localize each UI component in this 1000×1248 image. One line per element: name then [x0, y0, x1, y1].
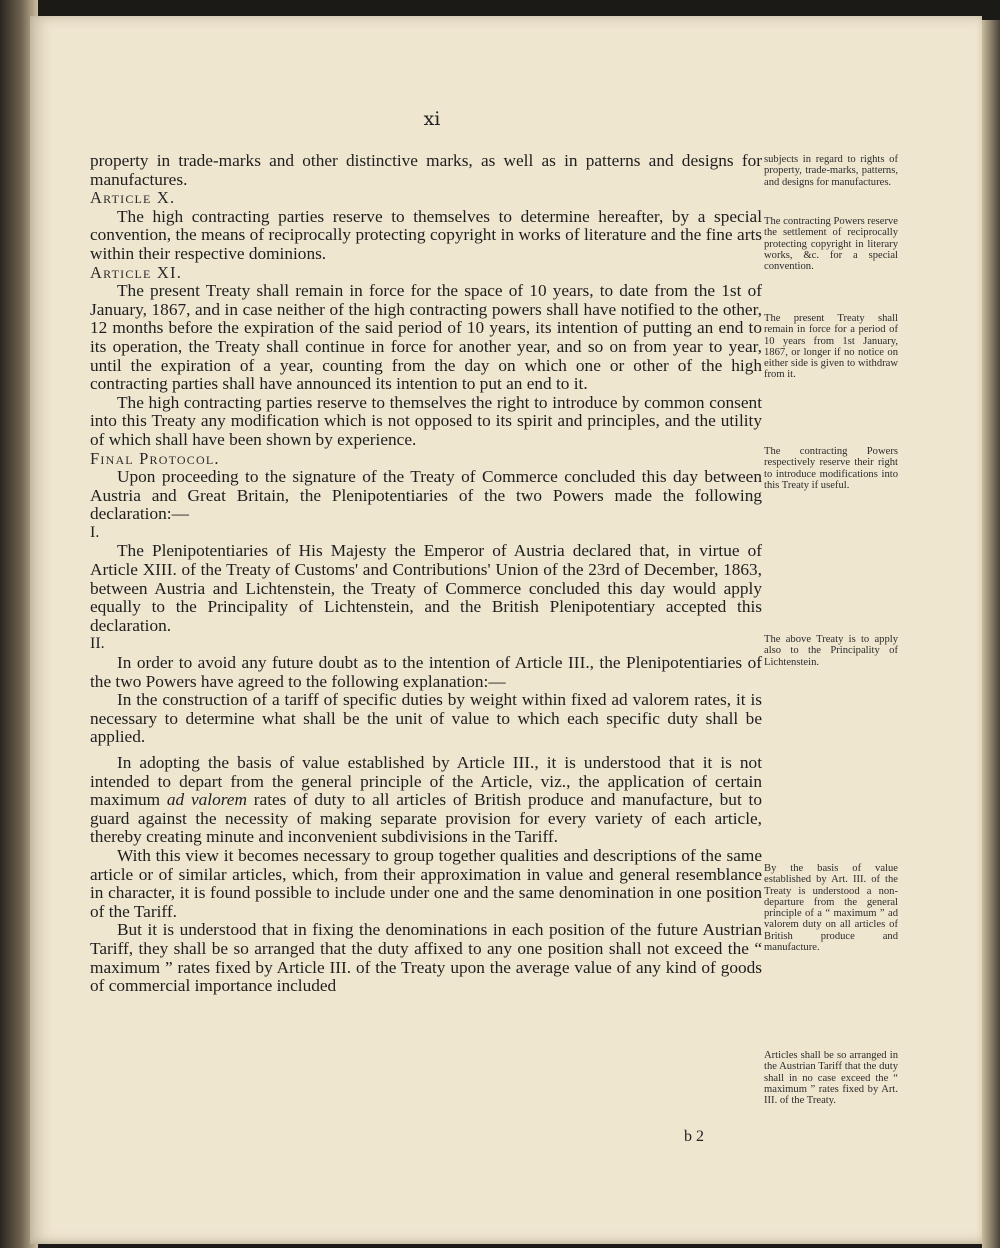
signature-mark: b 2	[684, 1128, 704, 1145]
article-xi-paragraph-1: The present Treaty shall remain in force for the space of 10 years, to date from the 1st of January, 1867, and in case neither of the high contracting powers shall have notified to the other, 12 months before the expiration of the said period of 10 years, its intention of putting an end to its operation, the Treaty shall continue in force for another year, and so on from year to year, until the expiration of a year, counting from the day on which one or other of the high contracting parties shall have announced its intention to put an end to it.	[90, 281, 762, 394]
margin-note: The above Treaty is to apply also to the Principality of Lichtenstein.	[764, 634, 898, 668]
page-number: xi	[423, 108, 441, 130]
article-xi-paragraph-2: The high contracting parties reserve to themselves the right to introduce by common consent into this Treaty any modification which is not opposed to its spirit and principles, and the utility of which shall have been shown by experience.	[90, 392, 762, 449]
article-xi-heading: Article XI.	[90, 262, 183, 282]
ad-valorem-italic: ad valorem	[166, 790, 247, 810]
declaration-ii-paragraph-1: In order to avoid any future doubt as to the intention of Article III., the Plenipotentiaries of the two Powers have agreed to the following explanation:—	[90, 653, 762, 691]
margin-note: The contracting Powers reserve the settlement of reciprocally protecting copyright in literary works, &c. for a special convention.	[764, 216, 898, 273]
declaration-ii-paragraph-5: But it is understood that in fixing the denominations in each position of the future Austrian Tariff, they shall be so arranged that the duty affixed to any one position shall not exceed the “ maximum ” rates fixed by Article III. of the Treaty upon the average value of any kind of goods of commercial importance included	[90, 920, 762, 996]
margin-note: The present Treaty shall remain in force for a period of 10 years from 1st January, 1867, or longer if no notice on either side is given to withdraw from it.	[764, 313, 898, 381]
final-protocol-intro: Upon proceeding to the signature of the Treaty of Commerce concluded this day between Austria and Great Britain, the Plenipotentiaries of the two Powers made the following declaration:—	[90, 467, 762, 524]
main-text	[90, 152, 762, 996]
page-edge	[982, 20, 1000, 1248]
declaration-ii-paragraph-3	[90, 754, 762, 847]
declaration-ii-paragraph-2: In the construction of a tariff of specific duties by weight within fixed ad valorem rates, it is necessary to determine what shall be the unit of value to which each specific duty shall be applied.	[90, 690, 762, 747]
declaration-i-text: The Plenipotentiaries of His Majesty the Emperor of Austria declared that, in virtue of Article XIII. of the Treaty of Customs' and Contributions' Union of the 23rd of December, 1863, between Austria and Lichtenstein, the Treaty of Commerce concluded this day would apply equally to the Principality of Lichtenstein, and the British Plenipotentiary accepted this declaration.	[90, 541, 762, 635]
margin-note: By the basis of value established by Art. III. of the Treaty is understood a non-departure from the general principle of a “ maximum ” ad valorem duty on all articles of British produce and manufacture.	[764, 863, 898, 954]
margin-note: The contracting Powers respectively reserve their right to introduce modifications into this Treaty if useful.	[764, 446, 898, 491]
paragraph-3-part-b: rates of duty to all articles of British produce and manufacture, but to guard against the necessity of making separate provision for every variety of each article, thereby creating minute and inconvenient subdivisions in the Tariff.	[90, 790, 762, 847]
article-x-heading: Article X.	[90, 188, 176, 208]
final-protocol-heading: Final Protocol.	[90, 448, 220, 468]
margin-note: subjects in regard to rights of property, trade-marks, patterns, and designs for manufactures.	[764, 154, 898, 188]
declaration-ii-numeral: II.	[90, 635, 105, 653]
opening-paragraph: property in trade-marks and other distinctive marks, as well as in patterns and designs for manufactures.	[90, 151, 762, 189]
declaration-i-numeral: I.	[90, 523, 100, 541]
paragraph-3-part-a: In adopting the basis of value established by Article III., it is understood that it is not intended to depart from the general principle of the Article, viz., the application of certain maximum	[90, 753, 762, 810]
article-x-text: The high contracting parties reserve to themselves to determine hereafter, by a special convention, the means of reciprocally protecting copyright in works of literature and the fine arts within their respective dominions.	[90, 206, 762, 263]
margin-note: Articles shall be so arranged in the Austrian Tariff that the duty shall in no case exceed the “ maximum ” rates fixed by Art. III. of the Treaty.	[764, 1050, 898, 1107]
declaration-ii-paragraph-4: With this view it becomes necessary to group together qualities and descriptions of the same article or of similar articles, which, from their approximation in value and general resemblance in character, it is found possible to include under one and the same denomination in one position of the Tariff.	[90, 845, 762, 921]
